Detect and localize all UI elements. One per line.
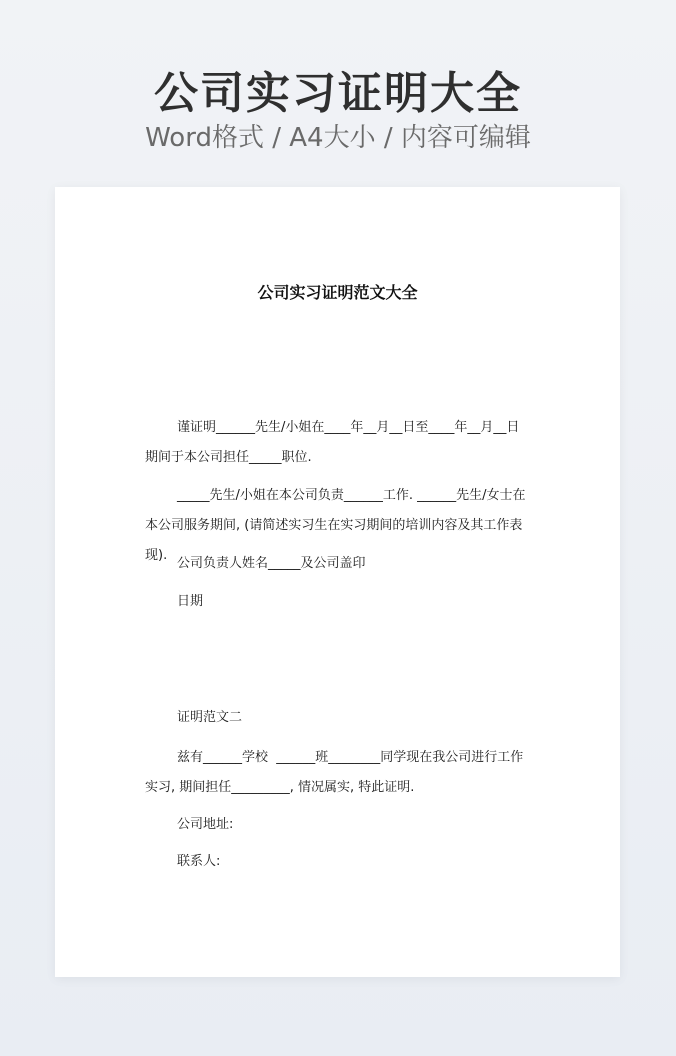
certificate-paragraph-2: _____先生/小姐在本公司负责______工作. ______先生/女士在本公司服务期间, (请简述实习生在实习期间的培训内容及其工作表现). xyxy=(145,488,526,563)
signer-line: 公司负责人姓名_____及公司盖印 xyxy=(177,556,366,571)
banner-subtitle: Word格式 / A4大小 / 内容可编辑 xyxy=(145,123,531,153)
section-heading: 证明范文二 xyxy=(177,710,243,725)
contact-line: 联系人: xyxy=(177,854,221,869)
date-line: 日期 xyxy=(177,594,204,609)
banner-title: 公司实习证明大全 xyxy=(154,68,522,119)
certificate-paragraph-3: 兹有______学校 ______班________同学现在我公司进行工作实习, 期间担任_________, 情况属实, 特此证明. xyxy=(145,750,524,795)
certificate-paragraph-1: 谨证明______先生/小姐在____年__月__日至____年__月__日期间于本公司担任_____职位. xyxy=(145,420,520,465)
document-page xyxy=(55,187,620,977)
address-line: 公司地址: xyxy=(177,817,234,832)
document-title: 公司实习证明范文大全 xyxy=(257,283,418,302)
